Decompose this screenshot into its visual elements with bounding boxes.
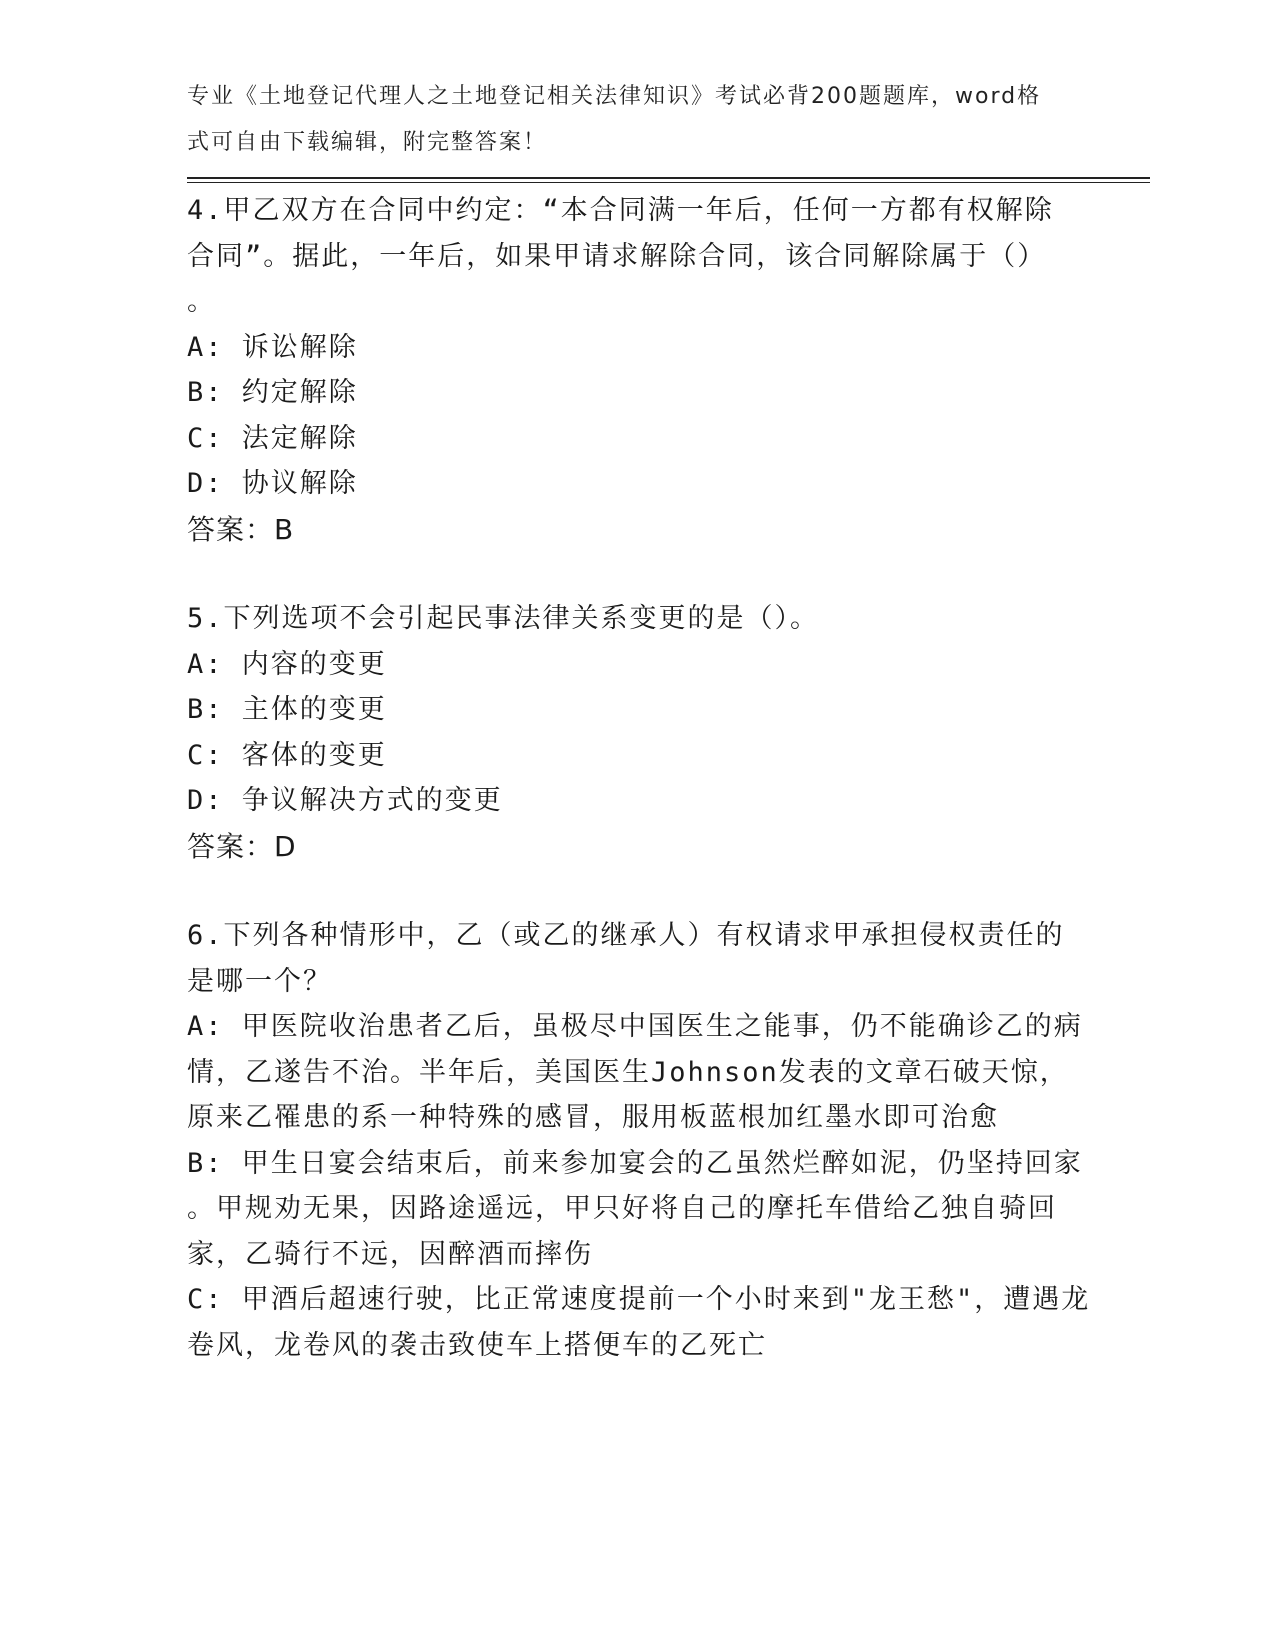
option-c: 卷风，龙卷风的袭击致使车上搭便车的乙死亡 [187, 1329, 767, 1361]
option-d: D: 争议解决方式的变更 [187, 785, 503, 816]
option-c: C: 法定解除 [187, 422, 358, 454]
option-a: A: 诉讼解除 [187, 331, 358, 363]
question-stem: 5.下列选项不会引起民事法律关系变更的是（）。 [187, 603, 820, 634]
question-list [187, 188, 1091, 1368]
question-stem: 6.下列各种情形中，乙（或乙的继承人）有权请求甲承担侵权责任的 [187, 920, 1065, 951]
answer-label: 答案：D [187, 829, 297, 863]
header-line: 专业《土地登记代理人之土地登记相关法律知识》考试必背200题题库，word格 [187, 84, 1042, 109]
question-stem: 是哪一个？ [187, 965, 332, 997]
option-b: B: 甲生日宴会结束后，前来参加宴会的乙虽然烂醉如泥，仍坚持回家 [187, 1147, 1083, 1179]
header-divider [187, 177, 1150, 179]
answer-label: 答案：B [187, 512, 295, 546]
option-c: C: 客体的变更 [187, 739, 387, 771]
option-b: 。甲规劝无果，因路途遥远，甲只好将自己的摩托车借给乙独自骑回 [187, 1193, 1057, 1224]
question-stem: 。 [187, 286, 216, 317]
option-b: B: 约定解除 [187, 377, 358, 408]
option-a: 情，乙遂告不治。半年后，美国医生Johnson发表的文章石破天惊， [187, 1056, 1069, 1088]
option-d: D: 协议解除 [187, 468, 358, 499]
header-divider-thin [187, 182, 1150, 183]
question-4 [187, 188, 1087, 552]
option-c: C: 甲酒后超速行驶，比正常速度提前一个小时来到"龙王愁"，遭遇龙 [187, 1284, 1091, 1315]
option-a: 原来乙罹患的系一种特殊的感冒，服用板蓝根加红墨水即可治愈 [187, 1102, 999, 1133]
question-stem: 合同”。据此，一年后，如果甲请求解除合同，该合同解除属于（） [187, 240, 1047, 272]
option-a: A: 内容的变更 [187, 648, 387, 680]
question-5 [187, 596, 1087, 869]
question-stem: 4.甲乙双方在合同中约定：“本合同满一年后，任何一方都有权解除 [187, 195, 1054, 226]
option-a: A: 甲医院收治患者乙后，虽极尽中国医生之能事，仍不能确诊乙的病 [187, 1011, 1083, 1042]
option-b: 家，乙骑行不远，因醉酒而摔伤 [187, 1238, 593, 1270]
question-6 [187, 913, 1091, 1368]
header-line: 式可自由下载编辑，附完整答案！ [187, 129, 548, 155]
document-header [187, 74, 1067, 165]
option-b: B: 主体的变更 [187, 694, 387, 725]
